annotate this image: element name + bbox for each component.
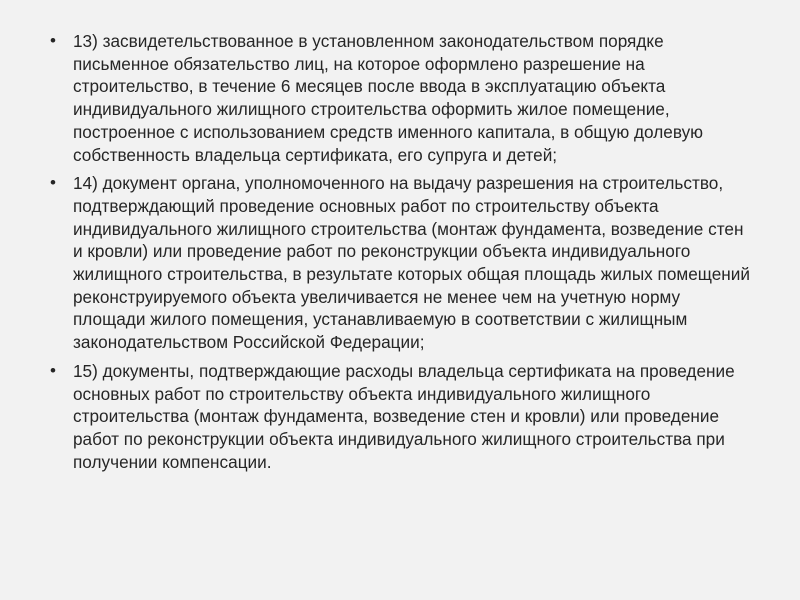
list-item-text: 13) засвидетельствованное в установленном законодательством порядке письменное обязательство лиц, на которое оформлено разрешение на строительство, в течение 6 месяцев после ввода в эксплуатацию объекта индивидуального жилищного строительства оформить жилое помещение, построенное с использованием средств именного капитала, в общую долевую собственность владельца сертификата, его супруга и детей; — [73, 31, 704, 165]
list-item-text: 15) документы, подтверждающие расходы владельца сертификата на проведение основных работ по строительству объекта индивидуального жилищного строительства (монтаж фундамента, возведение стен и кровли) или проведение работ по реконструкции объекта индивидуального жилищного строительства при получении компенсации. — [73, 360, 735, 472]
list-item-14 — [47, 172, 757, 354]
bullet-dot-icon: • — [50, 31, 56, 50]
list-item-13 — [47, 30, 757, 166]
bullet-dot-icon: • — [50, 360, 56, 380]
list-item-text: 14) документ органа, уполномоченного на выдачу разрешения на строительство, подтверждающий проведение основных работ по строительству объекта индивидуального жилищного строительства (монтаж фундамента, возведение стен и кровли) или проведение работ по реконструкции объекта индивидуального жилищного строительства, в результате которых общая площадь жилых помещений реконструируемого объекта увеличивается не менее чем на учетную норму площади жилого помещения, устанавливаемую в соответствии с жилищным законодательством Российской Федерации; — [73, 173, 750, 353]
bullet-list — [47, 30, 757, 473]
list-item-15 — [47, 360, 757, 474]
bullet-dot-icon: • — [50, 173, 56, 193]
